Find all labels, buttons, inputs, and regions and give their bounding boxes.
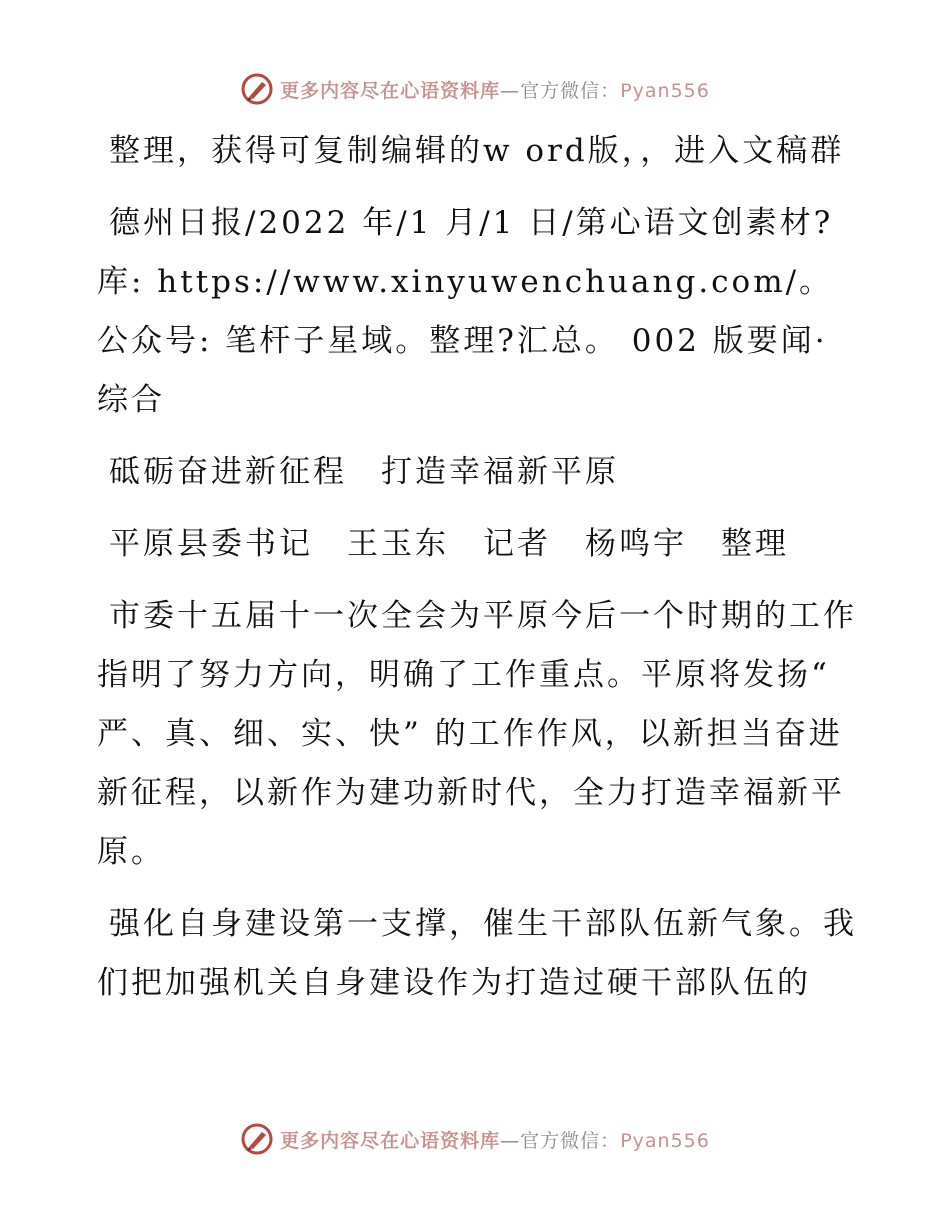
watermark-sub: 官方微信：: [520, 1129, 621, 1152]
watermark-main: 更多内容尽在心语资料库: [280, 79, 501, 102]
pen-logo-icon: [240, 1122, 274, 1156]
watermark-dash: —: [500, 79, 521, 102]
paragraph-body-2: 强化自身建设第一支撑，催生干部队伍新气象。我们把加强机关自身建设作为打造过硬干部队伍的: [97, 906, 857, 1001]
document-body: [97, 122, 857, 1026]
pen-logo-icon: [240, 72, 274, 106]
header-watermark: [0, 72, 950, 106]
article-byline: 平原县委书记 王玉东 记者 杨鸣宇 整理: [109, 526, 789, 562]
article-title: 砥砺奋进新征程 打造幸福新平原: [109, 454, 619, 490]
watermark-dash: —: [500, 1129, 521, 1152]
watermark-account: Pyan556: [620, 1129, 710, 1152]
watermark-account: Pyan556: [620, 79, 710, 102]
footer-watermark: [0, 1122, 950, 1156]
watermark-text: [280, 76, 710, 103]
paragraph-body-1: 市委十五届十一次全会为平原今后一个时期的工作指明了努力方向，明确了工作重点。平原将发扬“ 严、真、细、实、快” 的工作作风，以新担当奋进新征程，以新作为建功新时代，全力打造幸福新平原。: [97, 598, 857, 870]
watermark-sub: 官方微信：: [520, 79, 621, 102]
watermark-text: [280, 1126, 710, 1153]
paragraph-source: 德州日报/2022 年/1 月/1 日/第心语文创素材?库: https://www.xinyuwenchuang.com/。公众号: 笔杆子星域。整理?汇总。 002 版要闻· 综合: [97, 205, 841, 418]
paragraph-intro: 整理，获得可复制编辑的w ord版，，进入文稿群: [109, 133, 845, 169]
watermark-main: 更多内容尽在心语资料库: [280, 1129, 501, 1152]
